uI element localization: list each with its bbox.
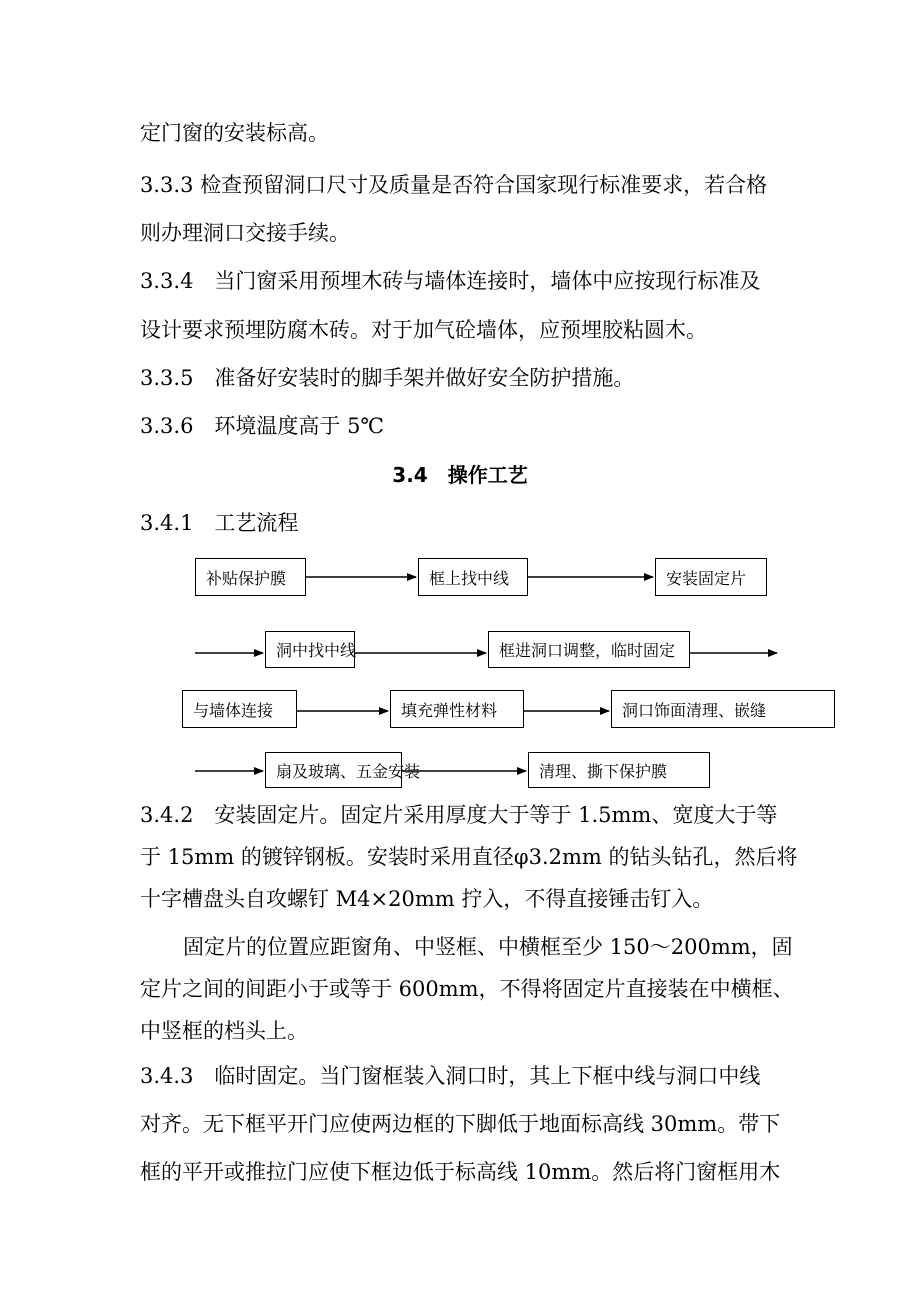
flow-step-frame-centerline: 框上找中线 (418, 558, 528, 596)
flow-step-sash-glass-hardware: 扇及玻璃、五金安装 (265, 752, 402, 788)
paragraph-line: 设计要求预埋防腐木砖。对于加气砼墙体，应预埋胶粘圆木。 (140, 318, 707, 342)
paragraph-line: 对齐。无下框平开门应使两边框的下脚低于地面标高线 30mm。带下 (140, 1112, 781, 1136)
paragraph-line: 3.4.3 临时固定。当门窗框装入洞口时，其上下框中线与洞口中线 (140, 1064, 761, 1088)
paragraph-line: 定门窗的安装标高。 (140, 121, 329, 145)
paragraph-line: 固定片的位置应距窗角、中竖框、中横框至少 150～200mm，固 (183, 935, 793, 959)
section-heading: 3.4 操作工艺 (392, 463, 528, 487)
flow-step-opening-centerline: 洞中找中线 (265, 631, 355, 668)
flow-step-finish-cleanup-caulk: 洞口饰面清理、嵌缝 (611, 690, 835, 728)
flow-step-fill-elastic-material: 填充弹性材料 (390, 690, 524, 728)
flow-step-wall-connection: 与墙体连接 (182, 690, 297, 728)
paragraph-line: 3.3.6 环境温度高于 5℃ (140, 414, 384, 438)
paragraph-line: 则办理洞口交接手续。 (140, 221, 350, 245)
paragraph-line: 框的平开或推拉门应使下框边低于标高线 10mm。然后将门窗框用木 (140, 1160, 781, 1184)
paragraph-line: 定片之间的间距小于或等于 600mm，不得将固定片直接装在中横框、 (140, 977, 794, 1001)
paragraph-line: 3.4.1 工艺流程 (140, 511, 299, 535)
flow-step-adjust-temporary-fix: 框进洞口调整，临时固定 (488, 631, 690, 668)
paragraph-line: 3.3.4 当门窗采用预埋木砖与墙体连接时，墙体中应按现行标准及 (140, 269, 761, 293)
paragraph-line: 3.4.2 安装固定片。固定片采用厚度大于等于 1.5mm、宽度大于等 (140, 803, 778, 827)
flow-step-cleanup-remove-film: 清理、撕下保护膜 (528, 752, 710, 788)
paragraph-line: 3.3.3 检查预留洞口尺寸及质量是否符合国家现行标准要求，若合格 (140, 173, 768, 197)
flow-step-install-fixing-plate: 安装固定片 (655, 558, 767, 596)
paragraph-line: 3.3.5 准备好安装时的脚手架并做好安全防护措施。 (140, 366, 635, 390)
paragraph-line: 于 15mm 的镀锌钢板。安装时采用直径φ3.2mm 的钻头钻孔，然后将 (140, 845, 798, 869)
paragraph-line: 中竖框的档头上。 (140, 1019, 308, 1043)
flow-step-protective-film: 补贴保护膜 (195, 558, 306, 596)
paragraph-line: 十字槽盘头自攻螺钉 M4×20mm 拧入，不得直接锤击钉入。 (140, 887, 714, 911)
